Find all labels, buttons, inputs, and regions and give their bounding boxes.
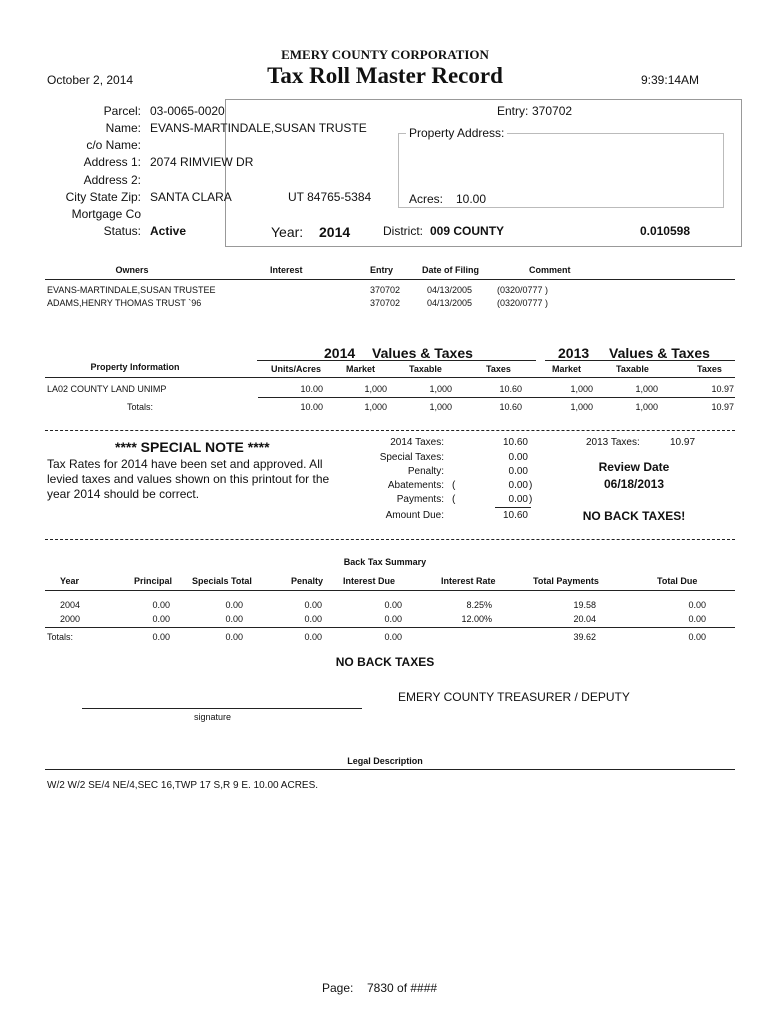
taxes-2013-value: 10.97 bbox=[711, 384, 734, 394]
treasurer-label: EMERY COUNTY TREASURER / DEPUTY bbox=[398, 690, 630, 704]
back-tax-penalty: 0.00 bbox=[304, 600, 322, 610]
interest-header: Interest bbox=[270, 265, 303, 275]
taxes-2014-label: 2014 Taxes: bbox=[390, 437, 444, 448]
date-of-filing-header: Date of Filing bbox=[422, 265, 479, 275]
abatements-amount: 0.00 bbox=[508, 480, 528, 491]
back-tax-specials: 0.00 bbox=[225, 614, 243, 624]
owners-header: Owners bbox=[115, 265, 149, 275]
status-value: Active bbox=[150, 224, 187, 238]
values-2013-title: Values & Taxes bbox=[609, 345, 710, 361]
special-note-title: **** SPECIAL NOTE **** bbox=[115, 439, 270, 455]
back-tax-principal-total: 0.00 bbox=[152, 632, 170, 642]
comment-header: Comment bbox=[529, 265, 571, 275]
back-tax-penalty: 0.00 bbox=[304, 614, 322, 624]
back-tax-penalty-total: 0.00 bbox=[304, 632, 322, 642]
values-2013-year: 2013 bbox=[558, 345, 590, 361]
back-tax-principal: 0.00 bbox=[152, 614, 170, 624]
taxes-2014-amount: 10.60 bbox=[502, 437, 528, 448]
special-taxes-label: Special Taxes: bbox=[379, 452, 444, 463]
abatements-label: Abatements: bbox=[387, 480, 444, 491]
report-date: October 2, 2014 bbox=[47, 73, 134, 87]
special-note-line: levied taxes and values shown on this printout for the bbox=[47, 472, 330, 486]
no-back-taxes-notice: NO BACK TAXES! bbox=[582, 509, 686, 523]
acres-value: 10.00 bbox=[456, 192, 487, 206]
city-value: SANTA CLARA bbox=[150, 190, 232, 204]
owner-name: ADAMS,HENRY THOMAS TRUST `96 bbox=[47, 298, 202, 308]
market-2013-total: 1,000 bbox=[570, 402, 593, 412]
back-tax-total-due-total: 0.00 bbox=[688, 632, 706, 642]
address1-value: 2074 RIMVIEW DR bbox=[150, 155, 254, 169]
name-value: EVANS-MARTINDALE,SUSAN TRUSTE bbox=[150, 121, 367, 135]
taxes-2013-total: 10.97 bbox=[711, 402, 734, 412]
values-2014-title: Values & Taxes bbox=[372, 345, 473, 361]
back-tax-total-payments-total: 39.62 bbox=[573, 632, 596, 642]
payments-close-paren: ) bbox=[529, 494, 533, 505]
owners-divider bbox=[45, 279, 735, 280]
year-header: Year bbox=[60, 576, 80, 586]
back-tax-total-due: 0.00 bbox=[688, 600, 706, 610]
back-tax-total-payments: 20.04 bbox=[573, 614, 596, 624]
totals-divider bbox=[258, 397, 735, 398]
owner-comment: (0320/0777 ) bbox=[497, 298, 549, 308]
entry-label: Entry: bbox=[497, 104, 529, 118]
total-payments-header: Total Payments bbox=[533, 576, 599, 586]
taxes-2013-header: Taxes bbox=[697, 364, 722, 374]
status-label: Status: bbox=[103, 224, 141, 238]
owner-name: EVANS-MARTINDALE,SUSAN TRUSTEE bbox=[47, 285, 216, 295]
payments-label: Payments: bbox=[396, 494, 444, 505]
penalty-amount: 0.00 bbox=[508, 466, 528, 477]
market-2013-value: 1,000 bbox=[570, 384, 593, 394]
amount-due-label: Amount Due: bbox=[385, 510, 444, 521]
legal-divider bbox=[45, 769, 735, 770]
district-value: 009 COUNTY bbox=[430, 224, 505, 238]
back-tax-interest-due: 0.00 bbox=[384, 600, 402, 610]
taxable-2013-value: 1,000 bbox=[635, 384, 658, 394]
property-address-box bbox=[398, 133, 724, 208]
taxable-2014-value: 1,000 bbox=[429, 384, 452, 394]
taxable-2013-header: Taxable bbox=[616, 364, 649, 374]
back-tax-totals-divider bbox=[45, 627, 735, 628]
taxes-2014-header: Taxes bbox=[486, 364, 511, 374]
entry-value: 370702 bbox=[532, 104, 573, 118]
back-tax-interest-rate: 8.25% bbox=[466, 600, 492, 610]
page-title: Tax Roll Master Record bbox=[267, 63, 503, 88]
taxable-2014-total: 1,000 bbox=[429, 402, 452, 412]
values-divider bbox=[45, 377, 735, 378]
total-due-header: Total Due bbox=[657, 576, 698, 586]
year-value: 2014 bbox=[319, 224, 351, 240]
values-2014-underline bbox=[257, 360, 536, 361]
property-description: LA02 COUNTY LAND UNIMP bbox=[47, 384, 167, 394]
page-number: 7830 of #### bbox=[367, 981, 438, 995]
back-tax-total-due: 0.00 bbox=[688, 614, 706, 624]
tax-rate-value: 0.010598 bbox=[639, 224, 690, 238]
interest-rate-header: Interest Rate bbox=[441, 576, 496, 586]
market-2014-total: 1,000 bbox=[364, 402, 387, 412]
owner-date: 04/13/2005 bbox=[427, 298, 473, 308]
back-tax-year: 2004 bbox=[60, 600, 81, 610]
penalty-header: Penalty bbox=[291, 576, 324, 586]
values-2013-underline bbox=[545, 360, 735, 361]
section-divider bbox=[45, 430, 735, 431]
amount-due-value: 10.60 bbox=[502, 510, 528, 521]
interest-due-header: Interest Due bbox=[343, 576, 396, 586]
district-label: District: bbox=[383, 224, 423, 238]
taxable-2014-header: Taxable bbox=[409, 364, 442, 374]
back-tax-specials-total: 0.00 bbox=[225, 632, 243, 642]
taxable-2013-total: 1,000 bbox=[635, 402, 658, 412]
taxes-2013-label: 2013 Taxes: bbox=[586, 437, 640, 448]
back-tax-specials: 0.00 bbox=[225, 600, 243, 610]
legal-description-text: W/2 W/2 SE/4 NE/4,SEC 16,TWP 17 S,R 9 E. 10.00 ACRES. bbox=[47, 780, 319, 791]
abatements-open-paren: ( bbox=[452, 480, 456, 491]
name-label: Name: bbox=[105, 121, 141, 135]
city-state-zip-label: City State Zip: bbox=[65, 190, 141, 204]
back-tax-interest-due-total: 0.00 bbox=[384, 632, 402, 642]
market-2014-header: Market bbox=[346, 364, 376, 374]
payments-amount: 0.00 bbox=[508, 494, 528, 505]
values-2014-year: 2014 bbox=[324, 345, 356, 361]
address1-label: Address 1: bbox=[83, 155, 141, 169]
co-name-label: c/o Name: bbox=[86, 138, 141, 152]
amount-due-rule bbox=[495, 507, 531, 508]
taxes-2013-amount: 10.97 bbox=[670, 437, 696, 448]
property-info-header: Property Information bbox=[90, 362, 180, 372]
page-label: Page: bbox=[322, 981, 354, 995]
units-acres-header: Units/Acres bbox=[271, 364, 322, 374]
parcel-value: 03-0065-0020 bbox=[150, 104, 225, 118]
special-note-line: year 2014 should be correct. bbox=[47, 487, 200, 501]
back-tax-totals-label: Totals: bbox=[47, 632, 74, 642]
corporation-name: EMERY COUNTY CORPORATION bbox=[281, 47, 489, 62]
market-2013-header: Market bbox=[552, 364, 582, 374]
signature-line bbox=[82, 708, 362, 709]
section-divider bbox=[45, 539, 735, 540]
back-tax-year: 2000 bbox=[60, 614, 81, 624]
units-value: 10.00 bbox=[300, 384, 323, 394]
back-tax-summary-title: Back Tax Summary bbox=[343, 557, 427, 567]
owner-entry: 370702 bbox=[370, 298, 401, 308]
owner-comment: (0320/0777 ) bbox=[497, 285, 549, 295]
review-date-value: 06/18/2013 bbox=[603, 477, 665, 491]
special-taxes-amount: 0.00 bbox=[508, 452, 528, 463]
review-date-label: Review Date bbox=[598, 460, 670, 474]
mortgage-label: Mortgage Co bbox=[71, 207, 141, 221]
signature-label: signature bbox=[194, 712, 232, 722]
parcel-label: Parcel: bbox=[103, 104, 141, 118]
legal-description-title: Legal Description bbox=[347, 756, 423, 766]
values-totals-label: Totals: bbox=[127, 402, 154, 412]
back-tax-total-payments: 19.58 bbox=[573, 600, 596, 610]
address2-label: Address 2: bbox=[83, 173, 141, 187]
special-note-line: Tax Rates for 2014 have been set and approved. All bbox=[47, 457, 323, 471]
specials-total-header: Specials Total bbox=[192, 576, 252, 586]
market-2014-value: 1,000 bbox=[364, 384, 387, 394]
units-total: 10.00 bbox=[300, 402, 323, 412]
property-address-label: Property Address: bbox=[406, 126, 507, 140]
state-zip-value: UT 84765-5384 bbox=[288, 190, 372, 204]
owner-entry-header: Entry bbox=[370, 265, 394, 275]
back-tax-divider bbox=[45, 590, 735, 591]
report-time: 9:39:14AM bbox=[641, 73, 700, 87]
abatements-close-paren: ) bbox=[529, 480, 533, 491]
back-tax-principal: 0.00 bbox=[152, 600, 170, 610]
year-label: Year: bbox=[271, 224, 304, 240]
owner-date: 04/13/2005 bbox=[427, 285, 473, 295]
back-tax-interest-due: 0.00 bbox=[384, 614, 402, 624]
principal-header: Principal bbox=[134, 576, 173, 586]
payments-open-paren: ( bbox=[452, 494, 456, 505]
taxes-2014-total: 10.60 bbox=[499, 402, 522, 412]
no-back-taxes-label: NO BACK TAXES bbox=[335, 655, 435, 669]
owner-entry: 370702 bbox=[370, 285, 401, 295]
taxes-2014-value: 10.60 bbox=[499, 384, 522, 394]
back-tax-interest-rate: 12.00% bbox=[461, 614, 492, 624]
acres-label: Acres: bbox=[409, 192, 444, 206]
penalty-label: Penalty: bbox=[407, 466, 444, 477]
